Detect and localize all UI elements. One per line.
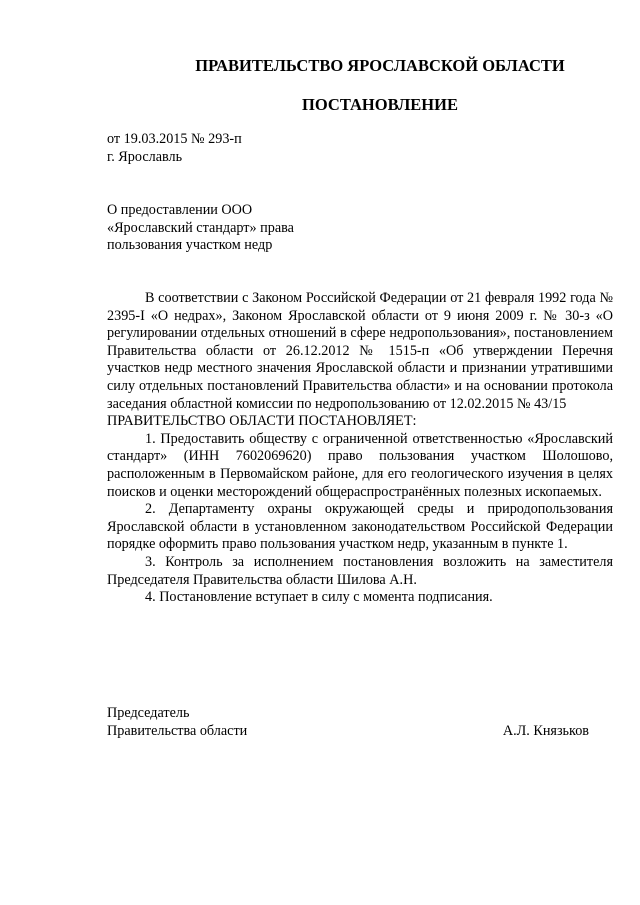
item-paragraph: 4. Постановление вступает в силу с момента подписания. — [145, 589, 493, 606]
document-meta — [107, 131, 242, 166]
signature-block — [107, 705, 589, 740]
document-body — [107, 290, 613, 607]
subject-line: О предоставлении ООО — [107, 202, 253, 218]
item-paragraph: 3. Контроль за исполнением постановления возложить на заместителя Председателя Правительства области Шилова А.Н. — [107, 553, 613, 588]
preamble-paragraph: В соответствии с Законом Российской Федерации от 21 февраля 1992 года № 2395-I «О недрах», Законом Ярославской области от 9 июня 2009 г. № 30-з «О регулировании отдельных отношений в сфере недропользования», постановлением Правительства области от 26.12.2012 № 1515-п «Об утверждении Перечня участков недр местного значения Ярославской области и признании утратившими силу отдельных постановлений Правительства области» и на основании протокола заседания областной комиссии по недропользованию от 12.02.2015 № 43/15 — [107, 290, 613, 412]
item-paragraph: 2. Департаменту охраны окружающей среды и природопользования Ярославской области в установленном законодательством Российской Федерации порядке оформить право пользования участком недр, указанным в пункте 1. — [107, 501, 613, 553]
signatory-title-line2: Правительства области — [107, 722, 248, 739]
organization-title: ПРАВИТЕЛЬСТВО ЯРОСЛАВСКОЙ ОБЛАСТИ — [195, 56, 565, 75]
document-type-title: ПОСТАНОВЛЕНИЕ — [302, 95, 458, 114]
subject-line: «Ярославский стандарт» права — [107, 219, 294, 236]
signatory-title-line1: Председатель — [107, 705, 190, 721]
city: г. Ярославль — [107, 148, 183, 165]
document-subject — [107, 202, 294, 255]
signature-row — [107, 723, 589, 741]
item-paragraph: 1. Предоставить обществу с ограниченной ответственностью «Ярославский стандарт» (ИНН 7602069620) право пользования участком Шолошово, расположенным в Первомайском районе, для его геологического изучения в целях поисков и оценки месторождений общераспространённых полезных ископаемых. — [107, 430, 613, 500]
resolution-line: ПРАВИТЕЛЬСТВО ОБЛАСТИ ПОСТАНОВЛЯЕТ: — [107, 413, 417, 430]
signatory-name: А.Л. Князьков — [502, 722, 589, 739]
subject-line: пользования участком недр — [107, 237, 273, 254]
date-number: от 19.03.2015 № 293-п — [107, 131, 242, 147]
